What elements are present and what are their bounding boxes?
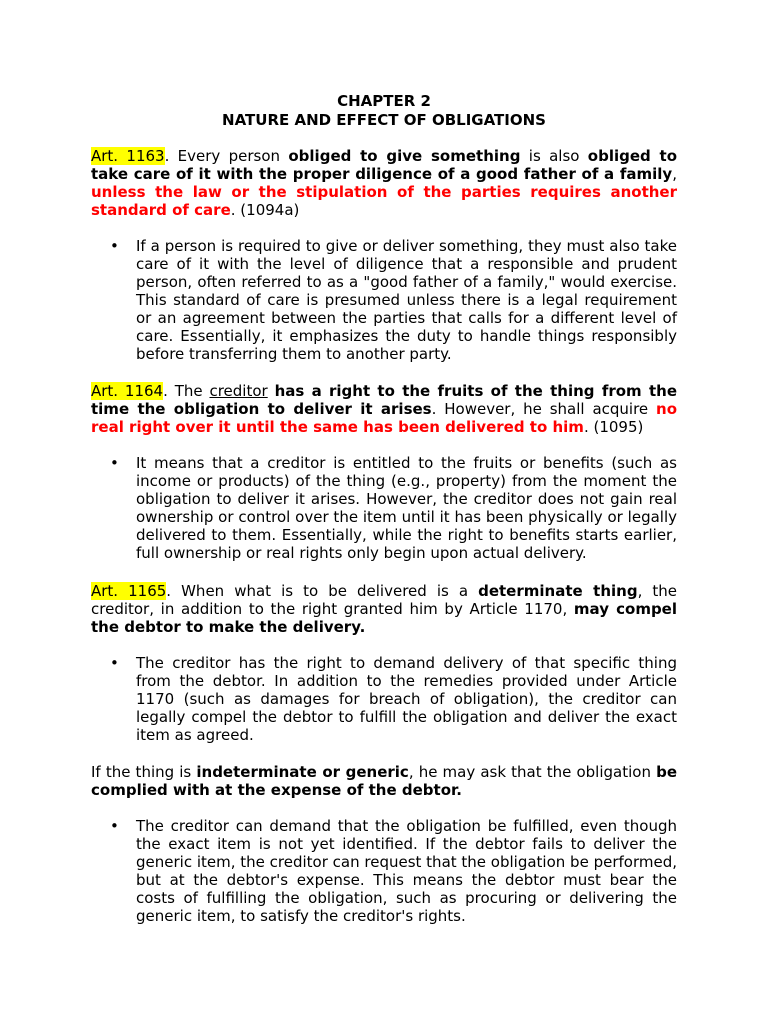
bullet-icon: • <box>110 454 119 472</box>
red-emphasis-text: no real right over it until the same has been delivered to him <box>91 400 677 436</box>
underlined-text: creditor <box>209 382 268 400</box>
chapter-title: NATURE AND EFFECT OF OBLIGATIONS <box>222 111 546 129</box>
red-emphasis-text: unless the law or the stipulation of the parties requires another standard of care <box>91 183 677 219</box>
bold-text: may compel the debtor to make the delivery. <box>91 600 677 636</box>
bold-text: obliged to give something <box>288 147 521 165</box>
article-1163-paragraph: Art. 1163. Every person obliged to give something is also obliged to take care of it with the proper diligence of a good father of a family, unless the law or the stipulation of the parties requires another standard of care. (1094a) <box>91 147 678 219</box>
bullet-icon: • <box>110 237 119 255</box>
bold-text: indeterminate or generic <box>196 763 409 781</box>
article-1163-ref: Art. 1163 <box>91 147 165 165</box>
article-1164-ref: Art. 1164 <box>91 382 164 400</box>
bold-text: determinate thing <box>478 582 638 600</box>
chapter-label: CHAPTER 2 <box>337 92 431 110</box>
article-1164-explanation: It means that a creditor is entitled to the fruits or benefits (such as income or products) of the thing (e.g., property) from the moment the obligation to deliver it arises. However, the creditor does not gain real ownership or control over the item until it has been physically or legally delivered to them. Essentially, while the right to benefits starts earlier, full ownership or real rights only begin upon actual delivery. <box>136 454 677 562</box>
generic-thing-paragraph: If the thing is indeterminate or generic, he may ask that the obligation be complied with at the expense of the debtor. <box>91 763 678 799</box>
bold-text: be complied with at the expense of the debtor. <box>91 763 678 799</box>
article-1165-explanation: The creditor has the right to demand delivery of that specific thing from the debtor. In addition to the remedies provided under Article 1170 (such as damages for breach of obligation), the creditor can legally compel the debtor to fulfill the obligation and deliver the exact item as agreed. <box>136 654 677 744</box>
article-1163-explanation: If a person is required to give or deliver something, they must also take care of it with the level of diligence that a responsible and prudent person, often referred to as a "good father of a family," would exercise. This standard of care is presumed unless there is a legal requirement or an agreement between the parties that calls for a different level of care. Essentially, it emphasizes the duty to handle things responsibly before transferring them to another party. <box>136 237 677 363</box>
article-1164-paragraph: Art. 1164. The creditor has a right to the fruits of the thing from the time the obligation to deliver it arises. However, he shall acquire no real right over it until the same has been delivered to him. (1095) <box>91 382 678 436</box>
article-1165-paragraph: Art. 1165. When what is to be delivered is a determinate thing, the creditor, in addition to the right granted him by Article 1170, may compel the debtor to make the delivery. <box>91 582 677 636</box>
bullet-icon: • <box>110 817 119 835</box>
bold-text: has a right to the fruits of the thing from the time the obligation to deliver it arises <box>91 382 678 418</box>
bullet-icon: • <box>110 654 119 672</box>
article-1165-ref: Art. 1165 <box>91 582 167 600</box>
generic-thing-explanation: The creditor can demand that the obligation be fulfilled, even though the exact item is not yet identified. If the debtor fails to deliver the generic item, the creditor can request that the obligation be performed, but at the debtor's expense. This means the debtor must bear the costs of fulfilling the obligation, such as procuring or delivering the generic item, to satisfy the creditor's rights. <box>136 817 677 925</box>
bold-text: obliged to take care of it with the proper diligence of a good father of a family <box>91 147 678 183</box>
